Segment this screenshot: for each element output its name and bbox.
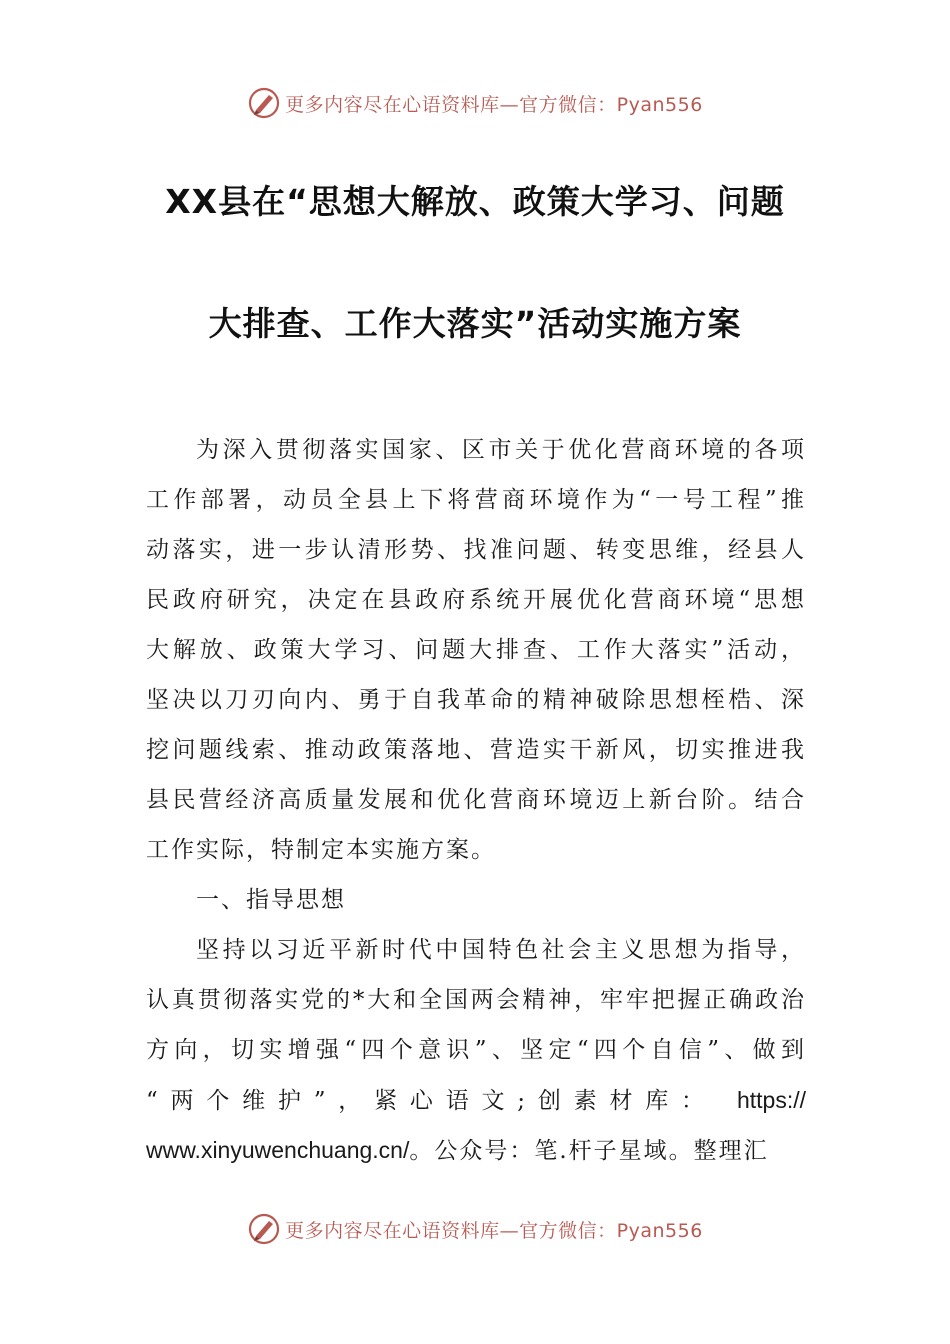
- section-heading-guiding-ideology: 一、指导思想: [196, 887, 346, 913]
- body-line-4: 民政府研究，决定在县政府系统开展优化营商环境“思想: [146, 587, 806, 613]
- watermark-header: [0, 83, 950, 123]
- body-line-1: 为深入贯彻落实国家、区市关于优化营商环境的各项: [196, 437, 806, 463]
- document-title-line-1: XX县在“思想大解放、政策大学习、问题: [165, 182, 785, 221]
- body-line-15-text: 。公众号：笔.杆子星域。整理汇: [409, 1138, 769, 1164]
- url-part-1: https://: [736, 1087, 806, 1113]
- body-line-9: 工作实际，特制定本实施方案。: [146, 837, 496, 863]
- body-line-8: 县民营经济高质量发展和优化营商环境迈上新台阶。结合: [146, 787, 806, 813]
- url-part-2: www.xinyuwenchuang.cn/: [146, 1137, 410, 1163]
- document-body: [146, 425, 806, 1175]
- body-line-14-text: “两个维护”，紧心语文;创素材库：: [146, 1088, 717, 1114]
- body-line-13: 方向，切实增强“四个意识”、坚定“四个自信”、做到: [146, 1037, 806, 1063]
- body-line-2: 工作部署，动员全县上下将营商环境作为“一号工程”推: [146, 487, 806, 513]
- watermark-text: 更多内容尽在心语资料库—官方微信：Pyan556: [285, 93, 703, 116]
- document-title-line-2: 大排查、工作大落实”活动实施方案: [208, 304, 742, 343]
- body-line-15: [146, 1125, 806, 1175]
- body-line-7: 挖问题线索、推动政策落地、营造实干新风，切实推进我: [146, 737, 806, 763]
- pen-logo-icon: [247, 86, 281, 120]
- pen-logo-icon: [247, 1212, 281, 1246]
- watermark-text: 更多内容尽在心语资料库—官方微信：Pyan556: [285, 1219, 703, 1242]
- body-line-6: 坚决以刀刃向内、勇于自我革命的精神破除思想桎梏、深: [146, 687, 806, 713]
- body-line-5: 大解放、政策大学习、问题大排查、工作大落实”活动，: [146, 637, 806, 663]
- watermark-footer: [0, 1209, 950, 1249]
- body-line-3: 动落实，进一步认清形势、找准问题、转变思维，经县人: [146, 537, 806, 563]
- body-line-11: 坚持以习近平新时代中国特色社会主义思想为指导，: [196, 937, 806, 963]
- body-line-14: [146, 1075, 806, 1125]
- body-line-12: 认真贯彻落实党的*大和全国两会精神，牢牢把握正确政治: [146, 987, 806, 1013]
